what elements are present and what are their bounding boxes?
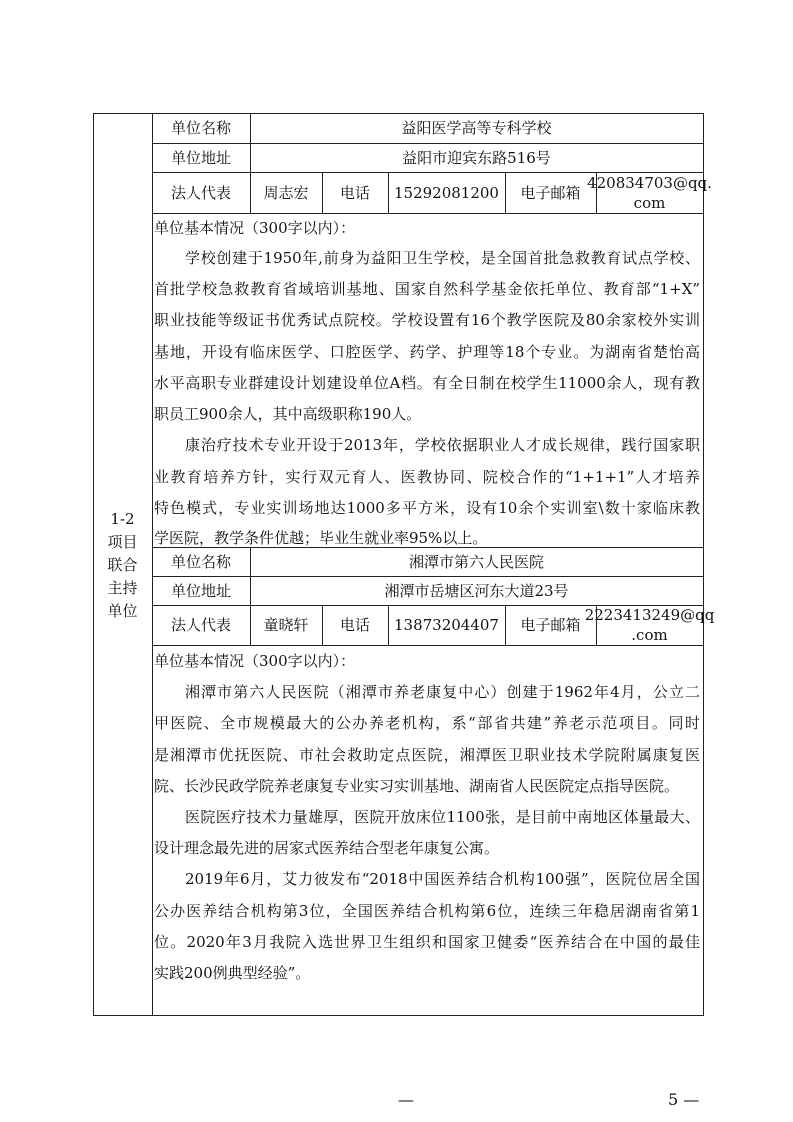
unit-address-value: 湘潭市岳塘区河东大道23号	[384, 581, 569, 600]
intro-paragraph-line: 是湘潭市优抚医院、市社会救助定点医院，湘潭医卫职业技术学院附属康复医	[154, 746, 700, 764]
intro-paragraph-line: 学校创建于1950年,前身为益阳卫生学校，是全国首批急救教育试点学校、	[185, 249, 700, 267]
intro-paragraph-line: 职业技能等级证书优秀试点院校。学校设置有16个教学医院及80余家校外实训	[154, 311, 700, 329]
unit-name-label: 单位名称	[170, 552, 231, 571]
intro-paragraph-line: 医院医疗技术力量雄厚，医院开放床位1100张，是目前中南地区体量最大、	[185, 808, 700, 826]
intro-paragraph-line: 基地，开设有临床医学、口腔医学、药学、护理等18个专业。为湖南省楚怡高	[154, 343, 700, 361]
intro-paragraph-line: 实践200例典型经验”。	[154, 964, 311, 982]
intro-paragraph-line: 公办医养结合机构第3位，全国医养结合机构第6位，连续三年稳居湖南省第1	[154, 902, 700, 920]
unit-name-value: 益阳医学高等专科学校	[401, 119, 552, 137]
intro-paragraph-line: 首批学校急救教育省域培训基地、国家自然科学基金依托单位、教育部“1+X”	[154, 280, 700, 298]
phone-value: 15292081200	[394, 183, 499, 202]
intro-paragraph-line: 康治疗技术专业开设于2013年，学校依据职业人才成长规律，践行国家职	[185, 436, 700, 454]
intro-paragraph-line: 甲医院、全市规模最大的公办养老机构，系“部省共建”养老示范项目。同时	[154, 714, 700, 732]
legal-rep-value: 周志宏	[263, 183, 309, 202]
intro-label: 单位基本情况（300字以内）：	[154, 652, 356, 670]
email-value	[587, 172, 712, 213]
unit-name-label: 单位名称	[170, 119, 231, 137]
table-border	[703, 113, 704, 1016]
table-border	[93, 1015, 704, 1016]
email-value-line: 420834703@qq.	[587, 173, 712, 192]
intro-paragraph-line: 职员工900余人，其中高级职称190人。	[154, 405, 422, 423]
intro-label: 单位基本情况（300字以内）：	[154, 219, 356, 237]
side-label-line: 联合	[107, 556, 138, 574]
side-label	[93, 508, 152, 623]
unit-address-value: 益阳市迎宾东路516号	[402, 148, 551, 167]
email-label: 电子邮箱	[520, 616, 581, 634]
legal-rep-label: 法人代表	[170, 616, 231, 634]
unit-name-value: 湘潭市第六人民医院	[408, 552, 544, 571]
side-label-line: 主持	[107, 579, 138, 597]
unit-address-label: 单位地址	[170, 581, 231, 600]
intro-paragraph-line: 水平高职专业群建设计划建设单位A档。有全日制在校学生11000余人，现有教	[154, 374, 700, 392]
side-label-line: 项目	[107, 533, 138, 551]
footer-dash: —	[398, 1090, 414, 1109]
email-value	[584, 605, 715, 645]
email-value-line: .com	[631, 626, 668, 644]
email-value-line: com	[633, 193, 666, 212]
intro-paragraph-line: 位。2020年3月我院入选世界卫生组织和国家卫健委“医养结合在中国的最佳	[154, 933, 700, 951]
phone-label: 电话	[339, 183, 370, 202]
intro-paragraph-line: 湘潭市第六人民医院（湘潭市养老康复中心）创建于1962年4月，公立二	[185, 683, 700, 701]
legal-rep-value: 童晓轩	[263, 616, 309, 634]
side-label-line: 单位	[107, 602, 138, 620]
intro-paragraph-line: 2019年6月，艾力彼发布“2018中国医养结合机构100强”，医院位居全国	[185, 870, 700, 888]
intro-paragraph-line: 特色模式，专业实训场地达1000多平方米，设有10余个实训室\数十家临床教	[154, 499, 700, 517]
intro-paragraph-line: 设计理念最先进的居家式医养结合型老年康复公寓。	[154, 839, 500, 857]
email-label: 电子邮箱	[520, 183, 581, 202]
legal-rep-label: 法人代表	[170, 183, 231, 202]
intro-paragraph-line: 业教育培养方针，实行双元育人、医教协同、院校合作的“1+1+1”人才培养	[154, 468, 700, 486]
side-label-line: 1-2	[110, 510, 135, 528]
phone-label: 电话	[339, 616, 370, 634]
email-value-line: 2223413249@qq	[584, 606, 715, 624]
unit-address-label: 单位地址	[170, 148, 231, 167]
page-number: 5 —	[668, 1090, 700, 1109]
intro-paragraph-line: 学医院，教学条件优越；毕业生就业率95%以上。	[154, 529, 488, 547]
intro-paragraph-line: 院、长沙民政学院养老康复专业实习实训基地、湖南省人民医院定点指导医院。	[154, 777, 680, 795]
phone-value: 13873204407	[394, 616, 499, 634]
